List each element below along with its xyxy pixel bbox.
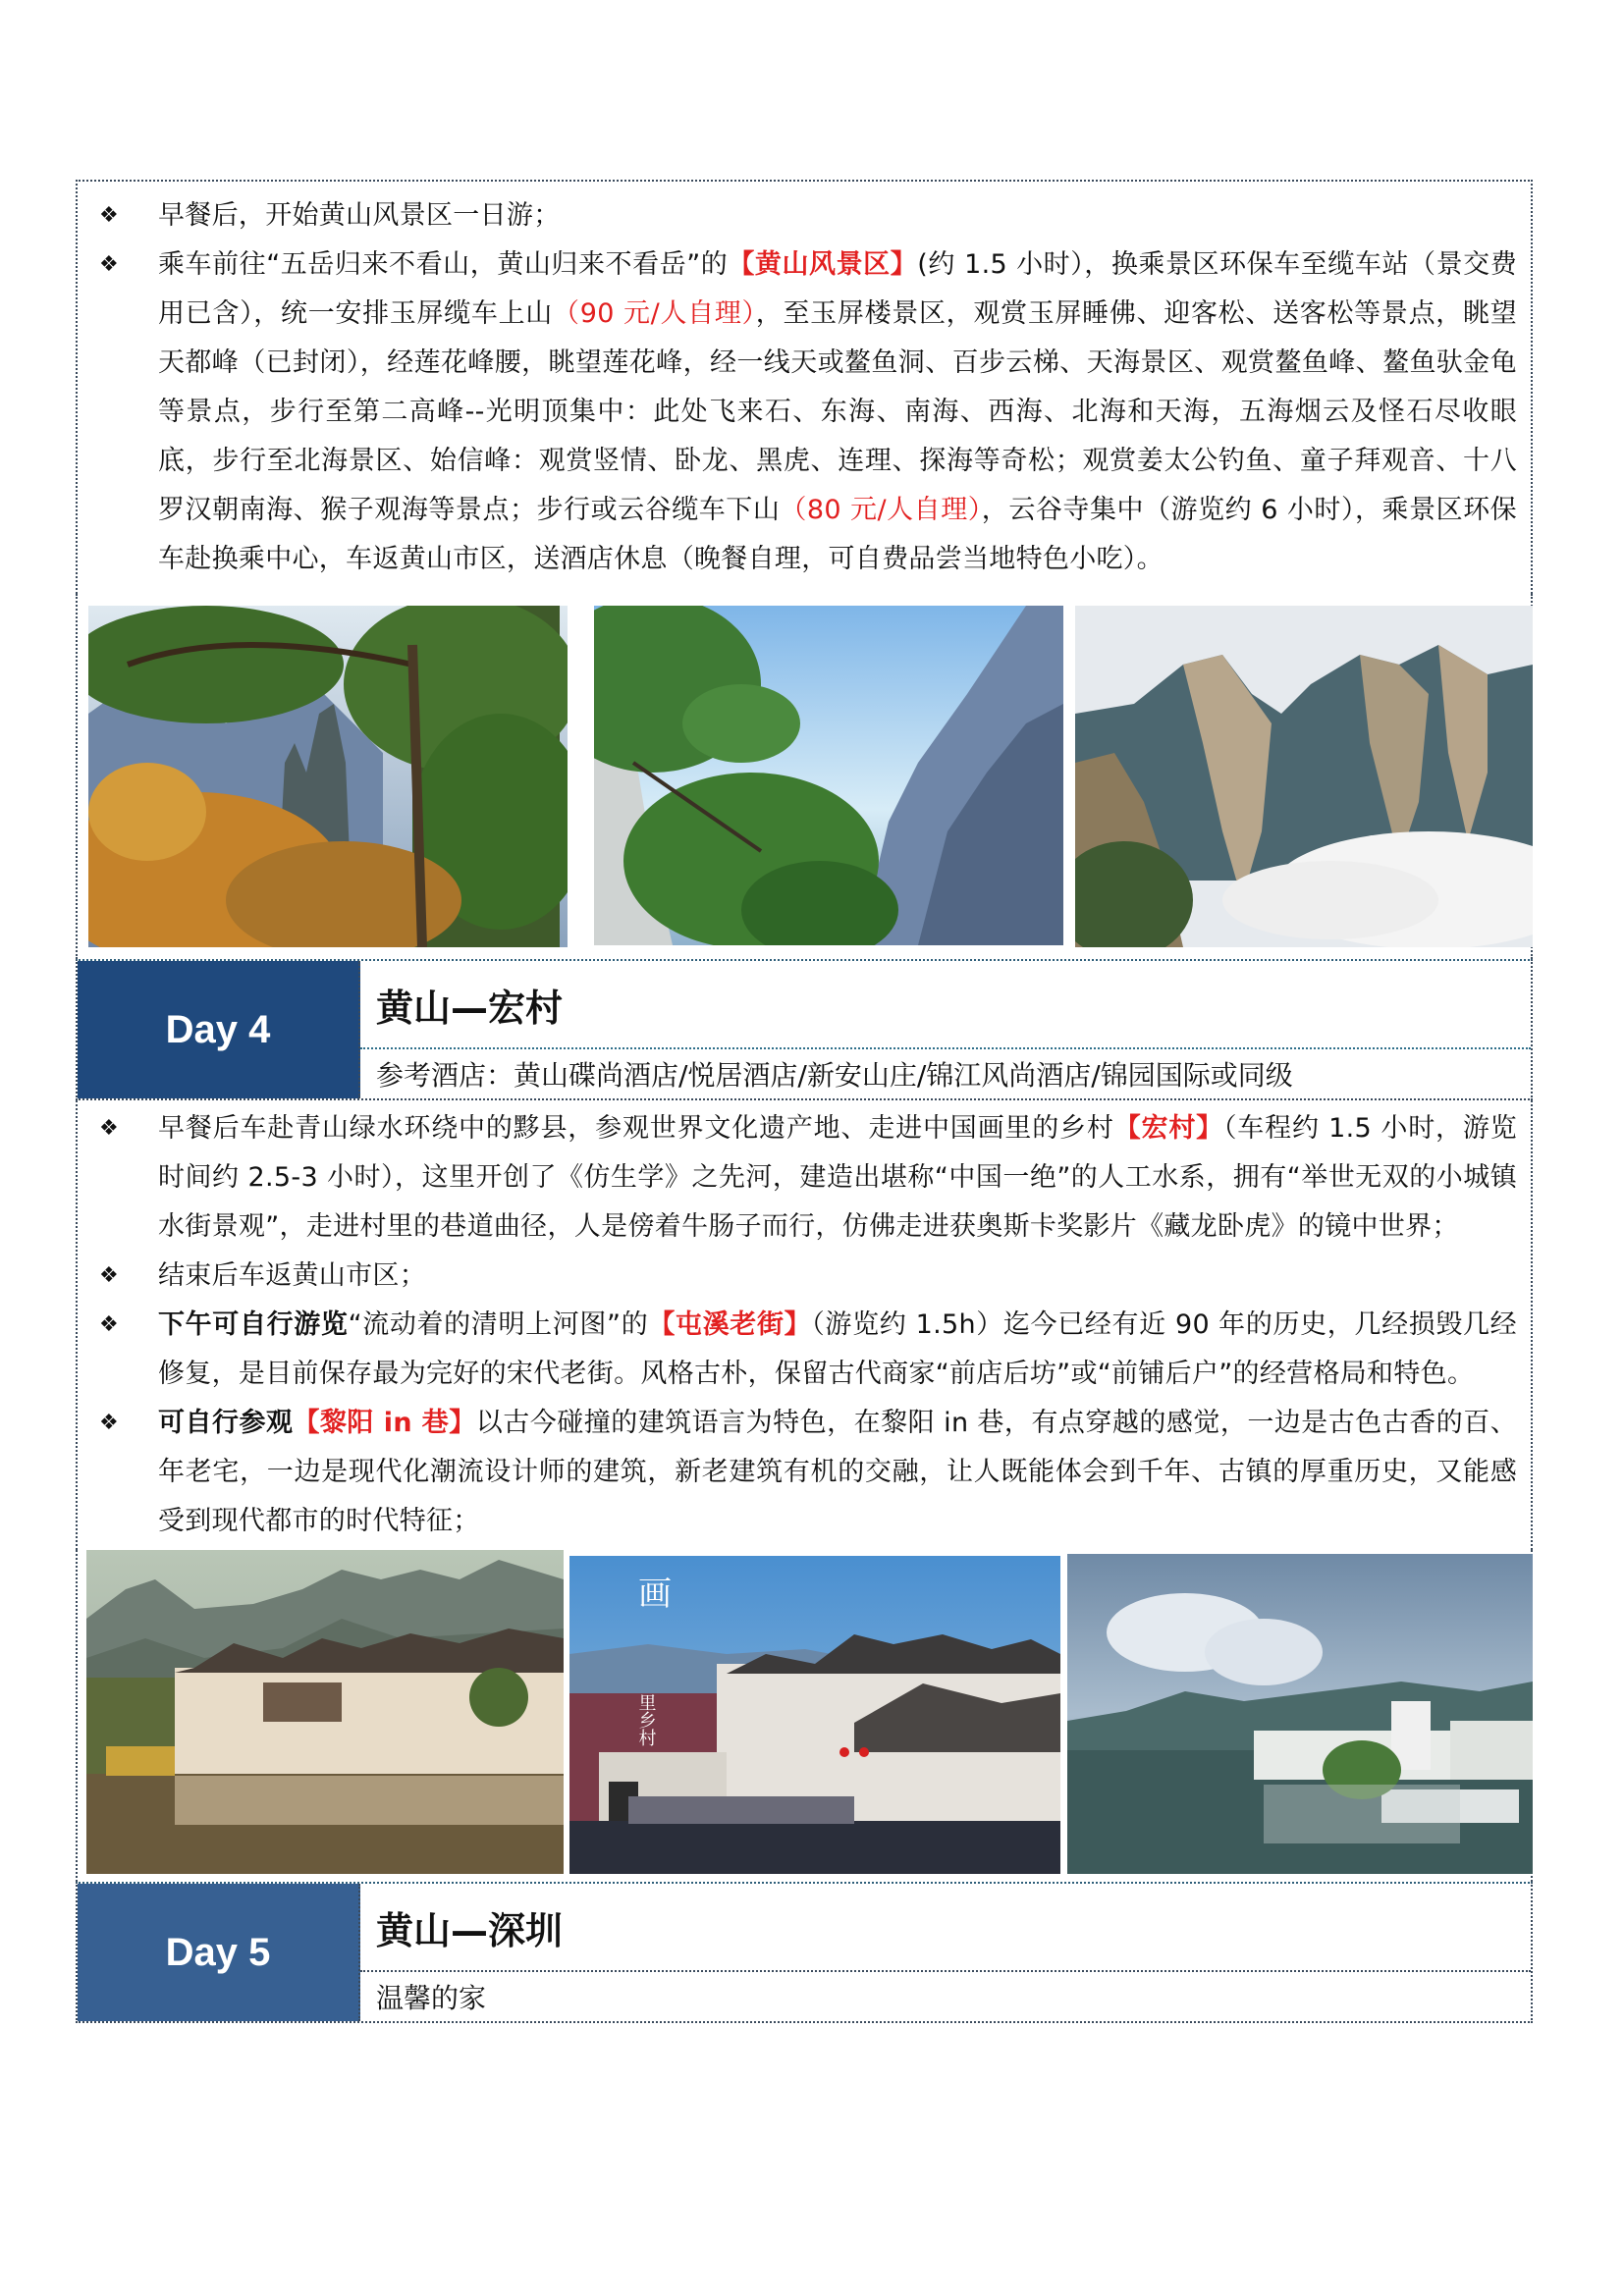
day4-bullet-text — [158, 1252, 1517, 1301]
pine-cliff-autumn-photo — [88, 606, 568, 947]
day4-hotel: 参考酒店：黄山碟尚酒店/悦居酒店/新安山庄/锦江风尚酒店/锦园国际或同级 — [376, 1059, 1293, 1092]
attraction-name: 【宏村】 — [1113, 1113, 1223, 1144]
day4-bullet-text — [158, 1301, 1517, 1399]
description-text: 以古今碰撞的建筑语言为特色，在黎阳 in 巷，有点穿越的感觉，一边是古色古香的百、年老宅，一边是现代化潮流设计师的建筑，新老建筑有机的交融，让人既能体会到千年、古镇的厚重历史，又能感受到现代都市的时代特征； — [158, 1408, 1518, 1536]
attraction-name: 【黎阳 in 巷】 — [293, 1408, 476, 1438]
price-note: （80 元/人自理） — [780, 495, 982, 525]
hongcun-lake-reflection-photo — [86, 1550, 564, 1874]
day4-description — [76, 1100, 1533, 1550]
description-text: （游览约 1.5h）迄今已经有近 90 年的历史，几经损毁几经修复，是目前保存最为完好的宋代老街。风格古朴，保留古代商家“前店后坊”或“前铺后户”的经营格局和特色。 — [158, 1309, 1517, 1389]
day4-bullet-text — [158, 1104, 1517, 1252]
description-text: ，至玉屏楼景区，观赏玉屏睡佛、迎客松、送客松等景点，眺望天都峰（已封闭），经莲花峰腰，眺望莲花峰，经一线天或鳌鱼洞、百步云梯、天海景区、观赏鳌鱼峰、鳌鱼驮金龟等景点，步行至第二高峰--光明顶集中：此处飞来石、东海、南海、西海、北海和天海，五海烟云及怪石尽收眼底，步行至北海景区、始信峰：观赏竖情、卧龙、黑虎、连理、探海等奇松；观赏姜太公钓鱼、童子拜观音、十八罗汉朝南海、猴子观海等景点；步行或云谷缆车下山 — [158, 298, 1517, 525]
description-text: （车程约 1.5 小时，游览时间约 2.5-3 小时），这里开创了《仿生学》之先河，建造出堪称“中国一绝”的人工水系，拥有“举世无双的小城镇水街景观”，走进村里的巷道曲径，人是傍着牛肠子而行，仿佛走进获奥斯卡奖影片《藏龙卧虎》的镜中世界； — [158, 1113, 1517, 1242]
day3-bullet-item — [91, 240, 1517, 584]
day3-description — [76, 180, 1533, 594]
itinerary-page — [76, 180, 1533, 2023]
day4-badge — [78, 961, 360, 1098]
description-text: ，云谷寺集中（游览约 6 小时），乘景区环保车赴换乘中心，车返黄山市区，送酒店休息（晚餐自理，可自费品尝当地特色小吃）。 — [158, 495, 1517, 574]
description-text: (约 1.5 小时），换乘景区环保车至缆车站（景交费用已含），统一安排玉屏缆车上山 — [158, 249, 1518, 329]
day4-header — [76, 959, 1533, 1100]
diamond-bullet-icon: ❖ — [99, 1263, 120, 1288]
optional-activity-label: 可自行参观 — [158, 1408, 294, 1438]
day4-bullet-item — [91, 1252, 1517, 1301]
sea-of-clouds-peaks-photo — [1075, 606, 1533, 947]
day4-label: Day 4 — [165, 1007, 271, 1051]
day4-photo-row — [76, 1550, 1533, 1882]
day5-header — [76, 1882, 1533, 2023]
description-text: 早餐后，开始黄山风景区一日游； — [158, 200, 561, 231]
day4-bullet-item — [91, 1301, 1517, 1399]
description-text: “流动着的清明上河图”的 — [348, 1309, 649, 1340]
attraction-name: 【黄山风景区】 — [728, 249, 918, 280]
diamond-bullet-icon: ❖ — [99, 1116, 120, 1141]
optional-activity-label: 下午可自行游览 — [158, 1309, 349, 1340]
day3-bullet-text — [158, 240, 1517, 584]
svg-text:里乡村: 里乡村 — [635, 1693, 657, 1746]
description-text: 结束后车返黄山市区； — [158, 1260, 426, 1291]
attraction-name: 【屯溪老街】 — [648, 1309, 812, 1340]
day3-bullet-item — [91, 191, 1517, 240]
diamond-bullet-icon: ❖ — [99, 203, 120, 228]
diamond-bullet-icon: ❖ — [99, 1312, 120, 1337]
description-text: 早餐后车赴青山绿水环绕中的黟县，参观世界文化遗产地、走进中国画里的乡村 — [158, 1113, 1114, 1144]
day4-bullet-item — [91, 1104, 1517, 1252]
watermark-text: 画 — [638, 1575, 672, 1614]
description-text: 乘车前往“五岳归来不看山，黄山归来不看岳”的 — [158, 249, 729, 280]
river-village-photo — [1067, 1554, 1533, 1874]
day3-photo-row — [76, 594, 1533, 959]
day4-title: 黄山—宏村 — [360, 961, 1531, 1049]
day4-bullet-item — [91, 1399, 1517, 1546]
diamond-bullet-icon: ❖ — [99, 1411, 120, 1435]
day5-hotel: 温馨的家 — [376, 1982, 487, 2014]
welcoming-pine-photo — [594, 606, 1063, 945]
day4-bullet-text — [158, 1399, 1517, 1546]
day5-title: 黄山—深圳 — [360, 1884, 1531, 1972]
day5-badge — [78, 1884, 360, 2021]
village-lane-crowd-photo — [569, 1556, 1060, 1874]
diamond-bullet-icon: ❖ — [99, 252, 120, 277]
day5-label: Day 5 — [165, 1930, 271, 1974]
price-note: （90 元/人自理） — [553, 298, 756, 329]
day3-bullet-text — [158, 191, 1517, 240]
